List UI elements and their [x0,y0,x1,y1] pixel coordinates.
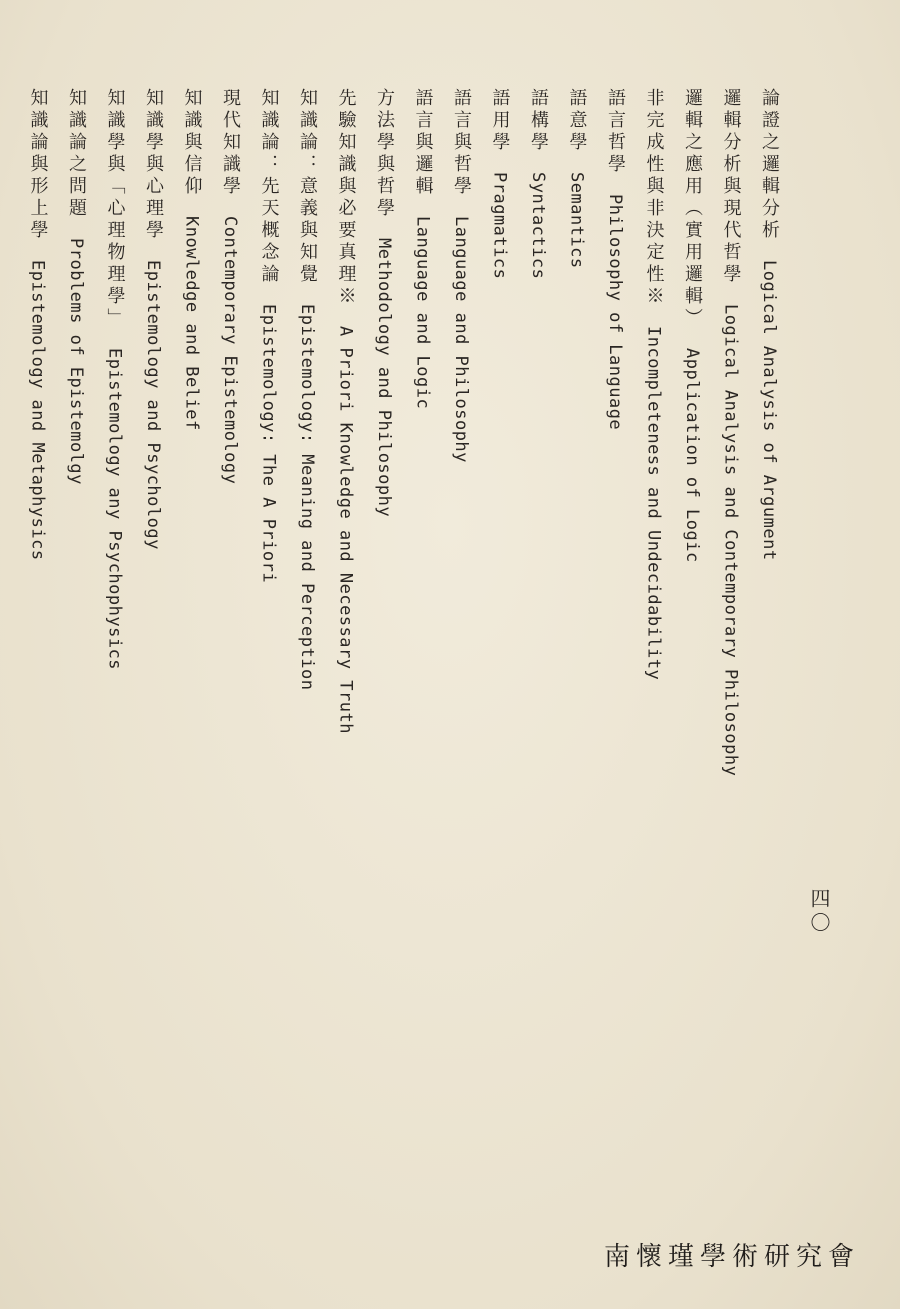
list-item [211,88,250,968]
entry-chinese-title: 邏輯之應用（實用邏輯） [682,88,703,330]
entry-english-title: Logical Analysis and Contemporary Philosophy [720,304,741,777]
entry-english-title: A Priori Knowledge and Necessary Truth [335,326,356,734]
list-item [442,88,481,968]
list-item [480,88,519,968]
entry-english-title: Pragmatics [489,172,510,280]
title-list [18,88,788,968]
entry-english-title: Language and Logic [412,216,433,410]
list-item [634,88,673,968]
entry-english-title: Epistemology: The A Priori [258,304,279,584]
list-item [711,88,750,968]
entry-chinese-title: 語意學 [566,88,588,154]
entry-chinese-title: 知識與信仰 [181,88,203,198]
entry-english-title: Epistemology any Psychophysics [104,348,125,671]
publisher-footer: 南懷瑾學術研究會 [603,1242,860,1272]
entry-english-title: Philosophy of Language [605,194,625,431]
entry-english-title: Syntactics [528,172,548,280]
entry-chinese-title: 語構學 [528,88,549,154]
list-item [57,88,96,968]
entry-chinese-title: 知識學與心理學 [143,88,164,242]
list-item [326,88,365,968]
entry-chinese-title: 非完成性與非決定性※ [643,88,665,308]
entry-chinese-title: 知識論之問題 [66,88,87,220]
entry-chinese-title: 知識論與形上學 [27,88,49,242]
entry-chinese-title: 語言哲學 [605,88,626,176]
page-number: 四〇 [807,888,831,936]
entry-english-title: Semantics [566,172,587,269]
list-item [365,88,404,968]
entry-chinese-title: 先驗知識與必要真理※ [335,88,357,308]
entry-english-title: Problems of Epistemolgy [66,238,86,485]
entry-english-title: Epistemology and Psychology [143,260,163,550]
list-item [134,88,173,968]
list-item [95,88,134,968]
entry-chinese-title: 語言與哲學 [451,88,472,198]
entry-english-title: Knowledge and Belief [181,216,202,431]
entry-english-title: Epistemology and Metaphysics [27,260,48,561]
list-item [519,88,558,968]
entry-english-title: Logical Analysis of Argument [759,260,779,561]
list-item [172,88,211,968]
entry-english-title: Epistemology: Meaning and Perception [297,304,317,691]
entry-chinese-title: 語言與邏輯 [412,88,434,198]
list-item [249,88,288,968]
list-item [288,88,327,968]
entry-english-title: Application of Logic [682,348,702,563]
entry-chinese-title: 現代知識學 [220,88,241,198]
list-item [673,88,712,968]
list-item [750,88,789,968]
entry-chinese-title: 知識論：先天概念論 [258,88,280,286]
entry-english-title: Contemporary Epistemology [220,216,240,485]
entry-chinese-title: 論證之邏輯分析 [759,88,780,242]
entry-english-title: Incompleteness and Undecidability [643,326,664,681]
entry-chinese-title: 語用學 [489,88,511,154]
entry-chinese-title: 邏輯分析與現代哲學 [720,88,742,286]
entry-english-title: Language and Philosophy [451,216,471,463]
entry-english-title: Methodology and Philosophy [374,238,394,518]
list-item [596,88,635,968]
entry-chinese-title: 知識論：意義與知覺 [297,88,318,286]
list-item [557,88,596,968]
list-item [403,88,442,968]
list-item [18,88,57,968]
entry-chinese-title: 方法學與哲學 [374,88,395,220]
entry-chinese-title: 知識學與「心理物理學」 [104,88,126,330]
